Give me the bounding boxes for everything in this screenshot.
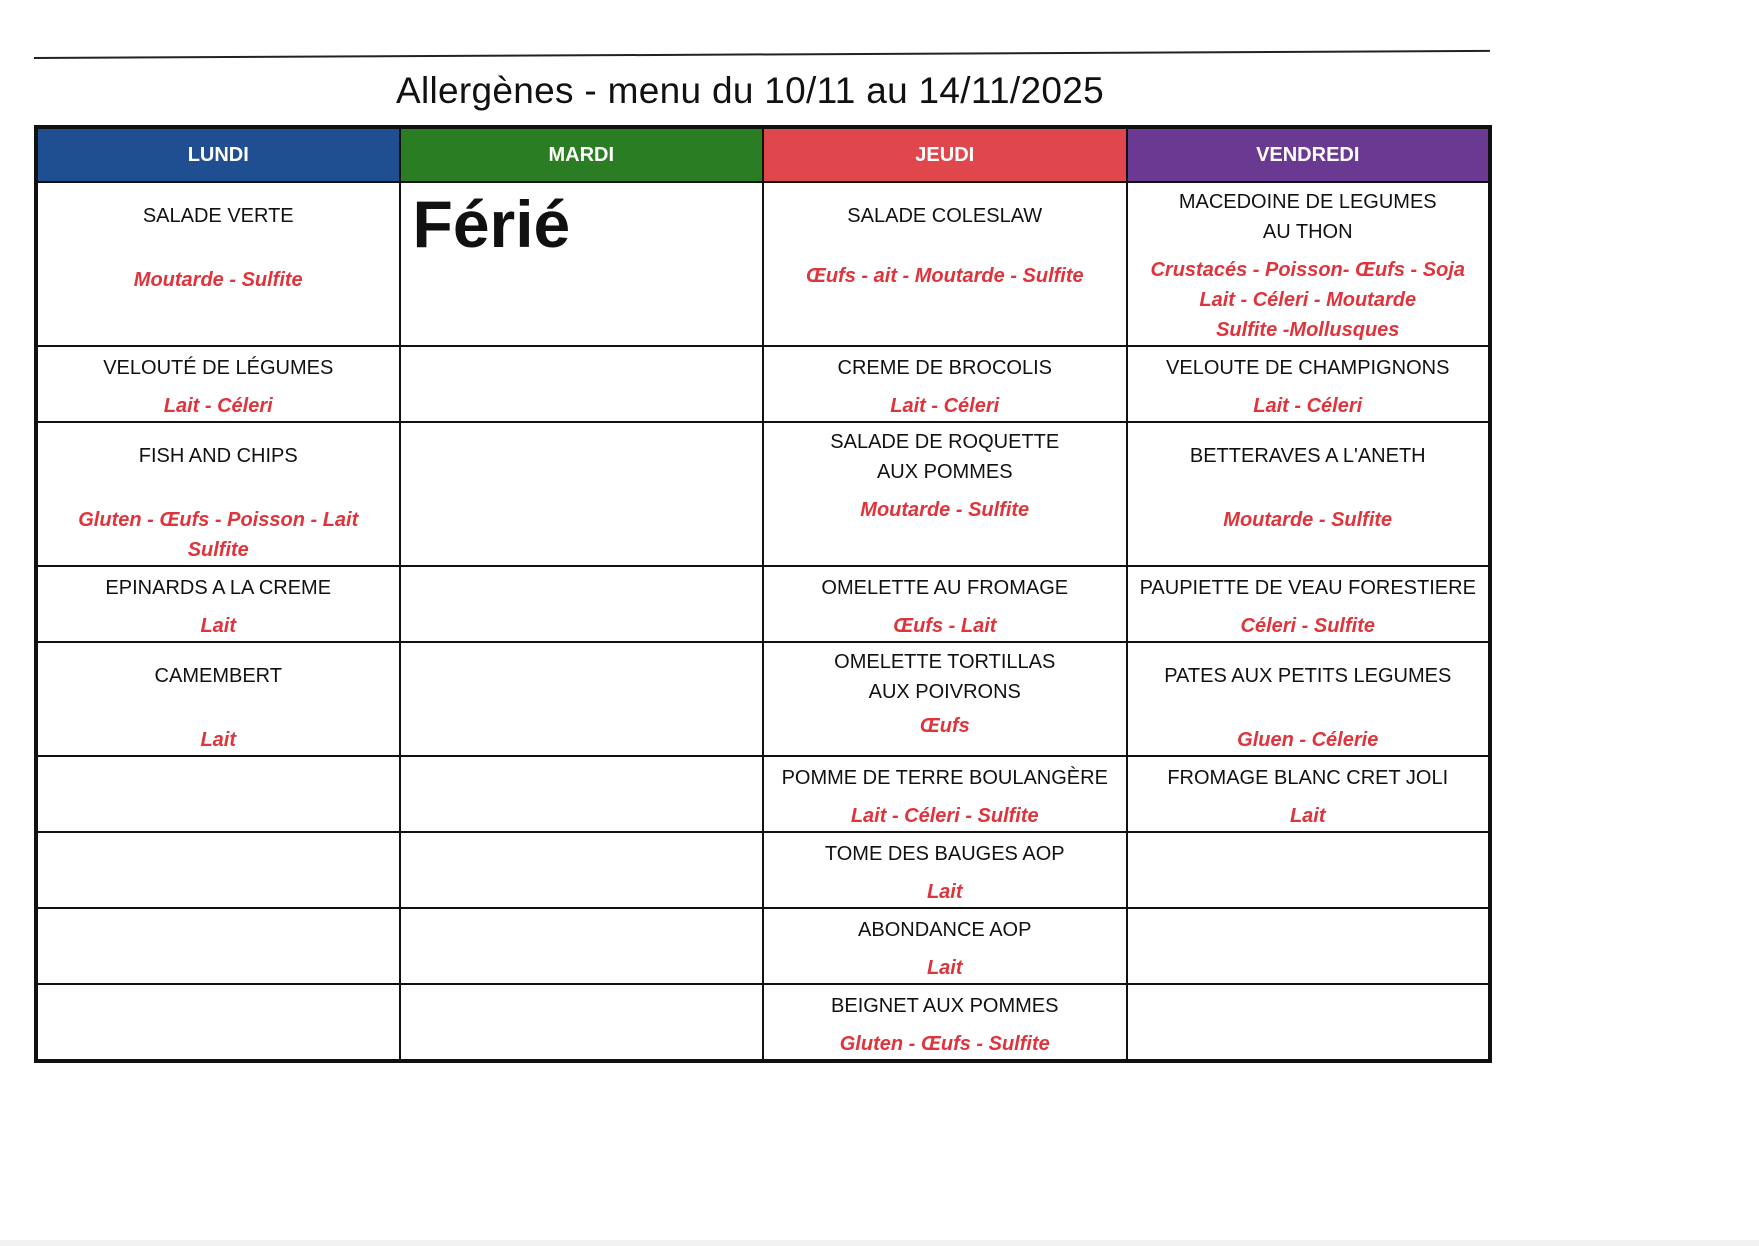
menu-cell-lundi	[36, 182, 400, 346]
dish-name: OMELETTE TORTILLAS AUX POIVRONS	[834, 651, 1056, 703]
allergen-list: Lait - Céleri	[163, 395, 273, 417]
allergen-list: Lait - Céleri	[1253, 395, 1363, 417]
menu-row	[36, 984, 1490, 1061]
menu-cell-vendredi	[1127, 346, 1491, 422]
dish-name: FROMAGE BLANC CRET JOLI	[1167, 767, 1449, 789]
allergen-list: Moutarde - Sulfite	[860, 499, 1030, 521]
dish-name	[1128, 909, 1489, 915]
holiday-label: Férié	[412, 187, 571, 261]
dish-name: PAUPIETTE DE VEAU FORESTIERE	[1139, 577, 1476, 599]
menu-row	[36, 182, 1490, 346]
allergen-list: Lait	[1289, 805, 1326, 827]
menu-cell-jeudi	[763, 984, 1127, 1061]
menu-cell-mardi	[400, 182, 764, 346]
dish-name	[38, 757, 399, 763]
allergen-menu-table	[34, 125, 1492, 1063]
dish-name: CAMEMBERT	[154, 665, 282, 687]
menu-cell-lundi	[36, 908, 400, 984]
dish-name: CREME DE BROCOLIS	[837, 357, 1052, 379]
menu-cell-vendredi	[1127, 566, 1491, 642]
menu-cell-jeudi	[763, 832, 1127, 908]
dish-name: ABONDANCE AOP	[858, 919, 1032, 941]
menu-cell-vendredi	[1127, 832, 1491, 908]
menu-cell-jeudi	[763, 642, 1127, 756]
menu-cell-jeudi	[763, 908, 1127, 984]
header-row	[36, 127, 1490, 182]
dish-name	[1128, 985, 1489, 991]
menu-cell-mardi	[400, 422, 764, 566]
menu-cell-mardi	[400, 756, 764, 832]
menu-cell-lundi	[36, 422, 400, 566]
dish-name	[38, 833, 399, 839]
allergen-list: Lait - Céleri - Sulfite	[850, 805, 1039, 827]
dish-name: PATES AUX PETITS LEGUMES	[1164, 665, 1452, 687]
menu-cell-jeudi	[763, 566, 1127, 642]
menu-cell-jeudi	[763, 756, 1127, 832]
day-header-lundi: LUNDI	[36, 127, 400, 182]
menu-cell-vendredi	[1127, 984, 1491, 1061]
dish-name: BETTERAVES A L'ANETH	[1189, 445, 1426, 467]
allergen-list: Œufs - Lait	[893, 615, 997, 637]
menu-cell-mardi	[400, 832, 764, 908]
menu-cell-lundi	[36, 346, 400, 422]
menu-cell-vendredi	[1127, 756, 1491, 832]
menu-row	[36, 908, 1490, 984]
allergen-list: Lait	[926, 881, 963, 903]
menu-cell-mardi	[400, 984, 764, 1061]
dish-name	[1128, 833, 1489, 839]
dish-name: VELOUTE DE CHAMPIGNONS	[1166, 357, 1450, 379]
menu-cell-jeudi	[763, 346, 1127, 422]
day-header-jeudi: JEUDI	[763, 127, 1127, 182]
allergen-list: Crustacés - Poisson- Œufs - Soja Lait - Céleri - Moutarde Sulfite -Mollusques	[1150, 259, 1465, 341]
menu-cell-mardi	[400, 642, 764, 756]
allergen-list: Œufs - ait - Moutarde - Sulfite	[805, 265, 1084, 287]
menu-cell-lundi	[36, 984, 400, 1061]
menu-cell-vendredi	[1127, 422, 1491, 566]
allergen-list: Œufs	[919, 715, 970, 737]
allergen-list: Lait - Céleri	[890, 395, 1000, 417]
allergen-list: Lait	[200, 729, 237, 751]
menu-cell-mardi	[400, 566, 764, 642]
menu-cell-vendredi	[1127, 642, 1491, 756]
allergen-list: Gluen - Célerie	[1237, 729, 1379, 751]
dish-name: EPINARDS A LA CREME	[105, 577, 332, 599]
menu-cell-jeudi	[763, 182, 1127, 346]
page-title: Allergènes - menu du 10/11 au 14/11/2025	[396, 70, 1104, 111]
menu-row	[36, 346, 1490, 422]
allergen-list: Lait	[200, 615, 237, 637]
day-header-mardi: MARDI	[400, 127, 764, 182]
dish-name: FISH AND CHIPS	[138, 445, 298, 467]
menu-cell-vendredi	[1127, 182, 1491, 346]
menu-row	[36, 566, 1490, 642]
dish-name	[38, 909, 399, 915]
menu-cell-lundi	[36, 832, 400, 908]
dish-name: VELOUTÉ DE LÉGUMES	[103, 357, 334, 379]
dish-name: TOME DES BAUGES AOP	[824, 843, 1065, 865]
menu-cell-jeudi	[763, 422, 1127, 566]
dish-name: MACEDOINE DE LEGUMES AU THON	[1178, 191, 1437, 243]
top-divider-line	[34, 50, 1490, 59]
page-bottom-edge	[0, 1240, 1759, 1246]
allergen-list: Gluten - Œufs - Poisson - Lait Sulfite	[78, 509, 359, 561]
dish-name: OMELETTE AU FROMAGE	[821, 577, 1069, 599]
menu-row	[36, 422, 1490, 566]
allergen-list: Moutarde - Sulfite	[1223, 509, 1393, 531]
dish-name: SALADE VERTE	[142, 205, 294, 227]
allergen-list: Lait	[926, 957, 963, 979]
dish-name: POMME DE TERRE BOULANGÈRE	[781, 767, 1108, 789]
dish-name	[38, 985, 399, 991]
menu-cell-lundi	[36, 566, 400, 642]
dish-name: SALADE COLESLAW	[847, 205, 1043, 227]
allergen-list: Moutarde - Sulfite	[133, 269, 303, 291]
menu-row	[36, 832, 1490, 908]
menu-row	[36, 642, 1490, 756]
menu-cell-mardi	[400, 346, 764, 422]
menu-row	[36, 756, 1490, 832]
allergen-list: Céleri - Sulfite	[1240, 615, 1375, 637]
dish-name: SALADE DE ROQUETTE AUX POMMES	[830, 431, 1060, 483]
dish-name: BEIGNET AUX POMMES	[831, 995, 1059, 1017]
menu-cell-lundi	[36, 642, 400, 756]
menu-cell-vendredi	[1127, 908, 1491, 984]
day-header-vendredi: VENDREDI	[1127, 127, 1491, 182]
menu-cell-mardi	[400, 908, 764, 984]
allergen-list: Gluten - Œufs - Sulfite	[839, 1033, 1050, 1055]
menu-cell-lundi	[36, 756, 400, 832]
